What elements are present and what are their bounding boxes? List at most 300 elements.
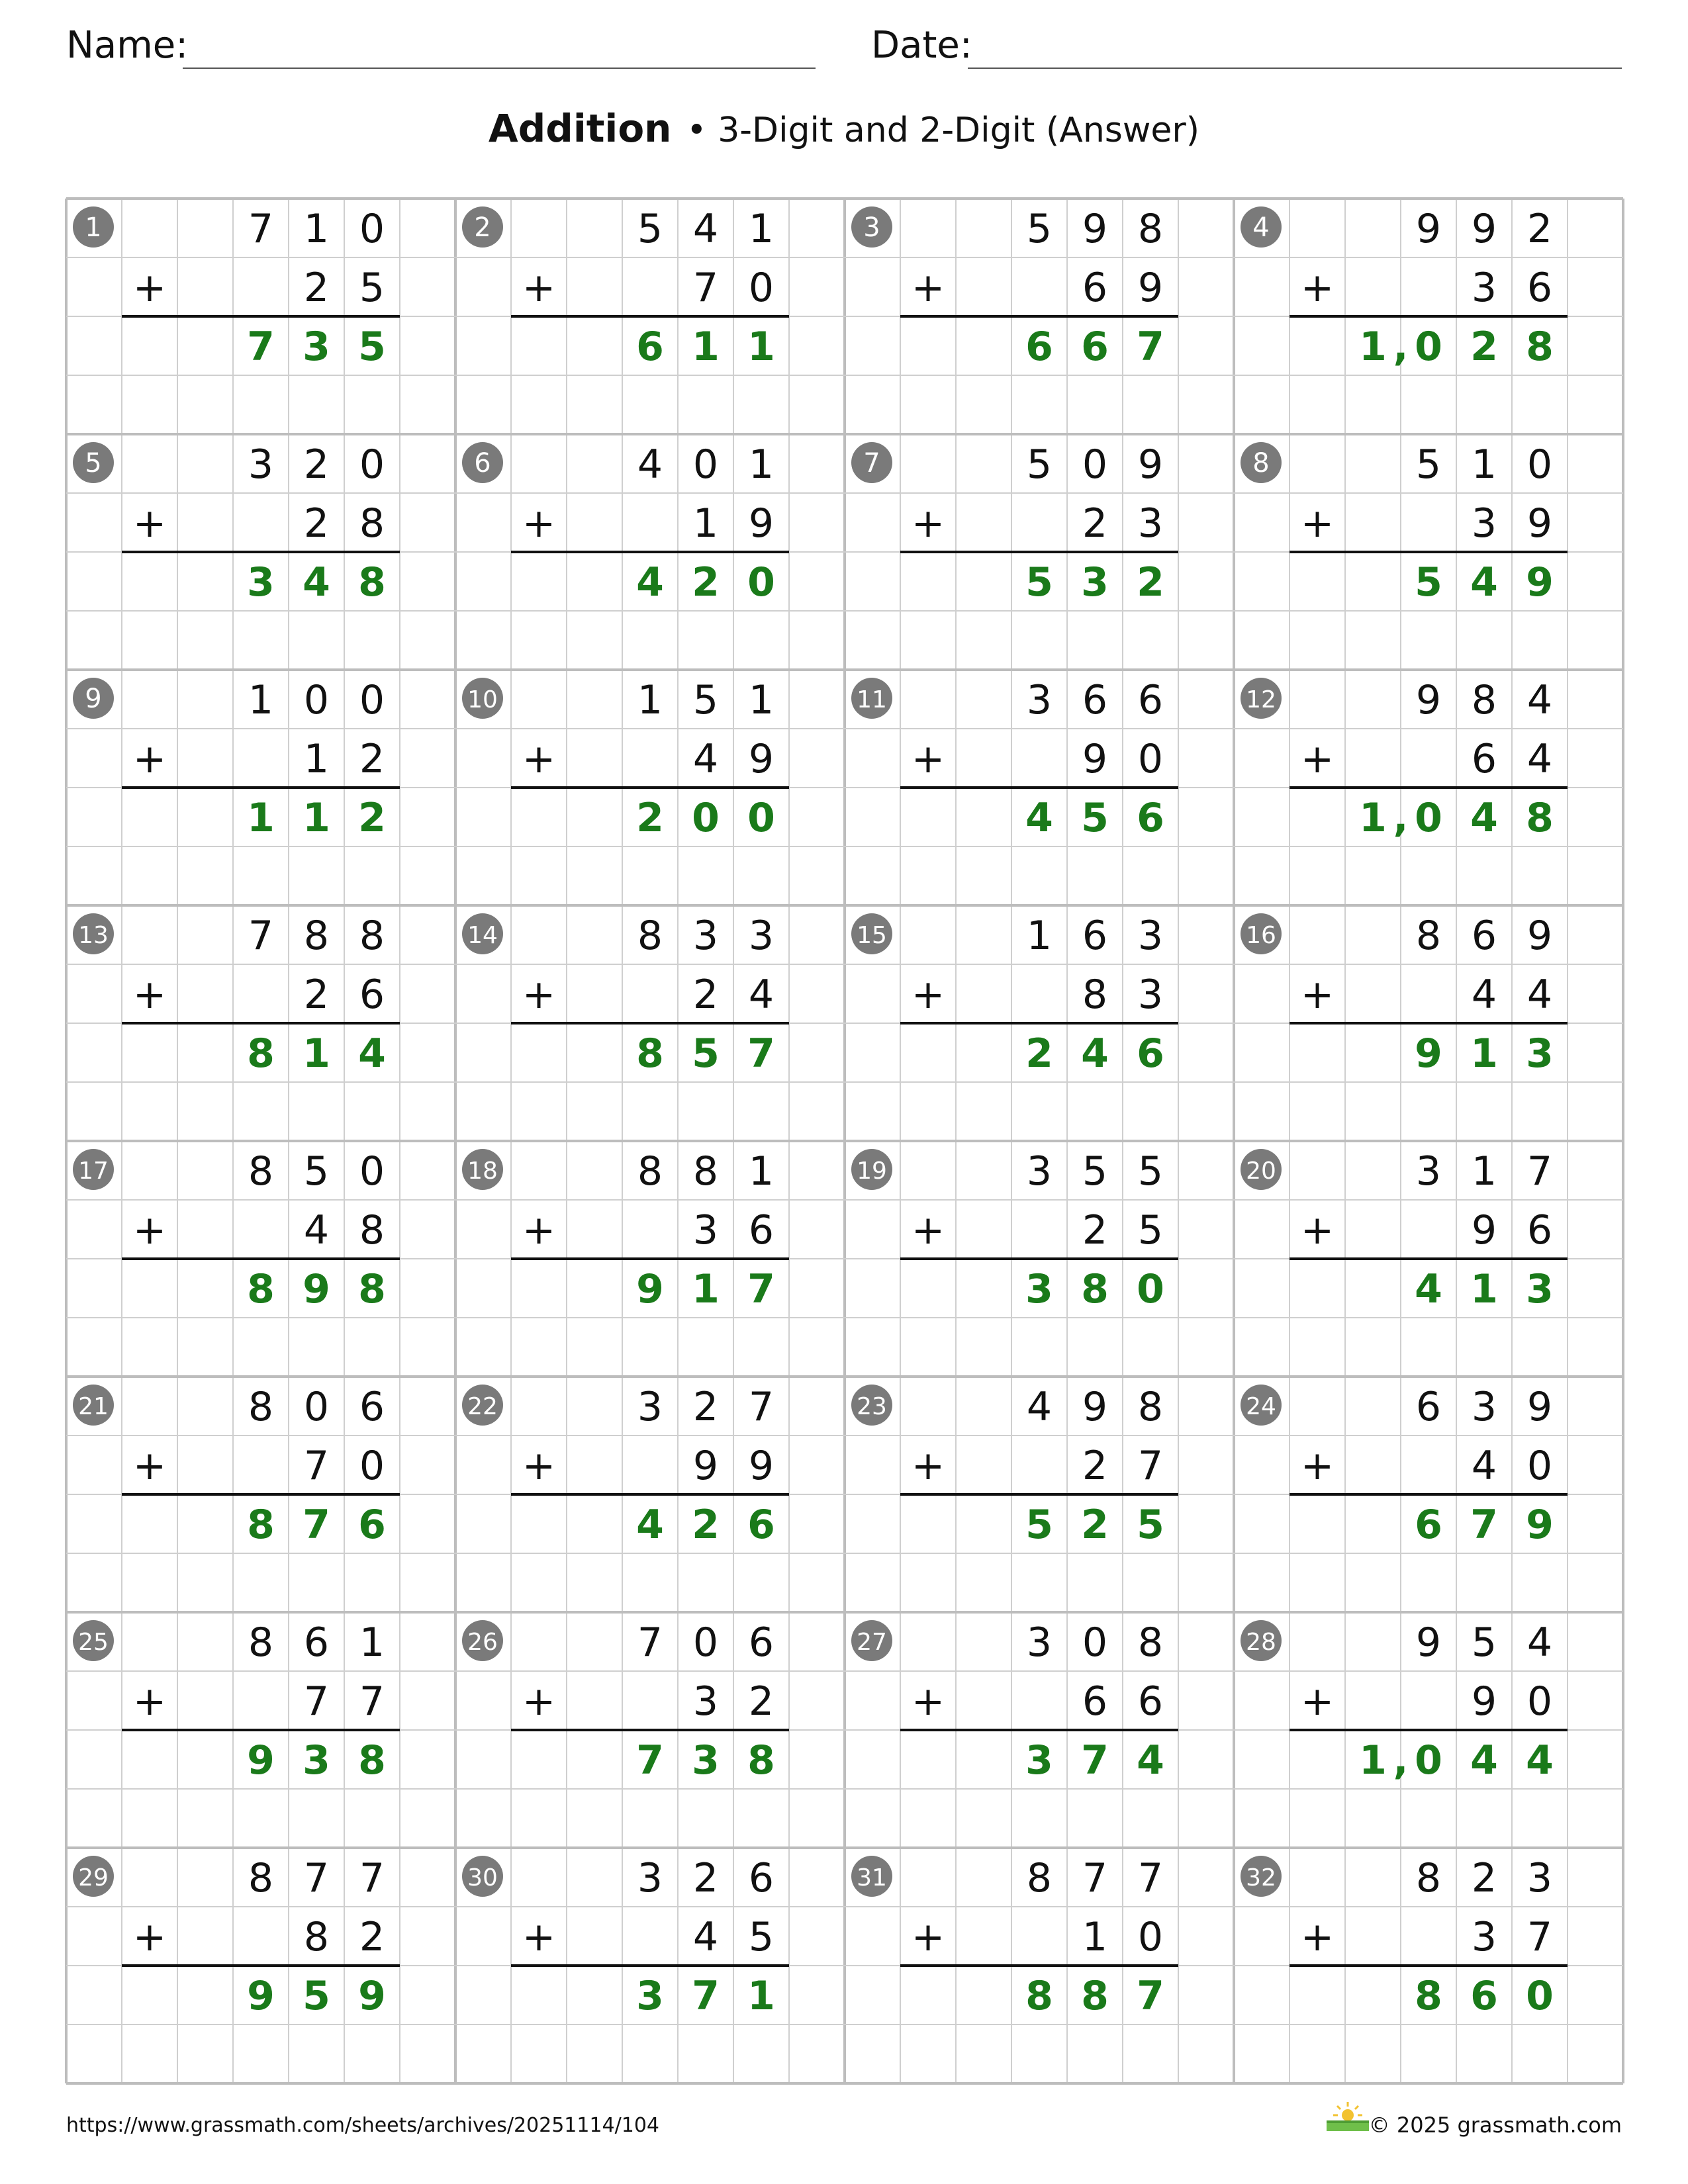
addend-bottom-digit: 0 [1526,1443,1553,1489]
answer-digit: 7 [636,1737,664,1784]
answer-digit: 8 [636,1030,664,1077]
answer-digit: 6 [1137,1030,1164,1077]
plus-sign: + [522,1678,556,1725]
problem-number: 32 [1246,1864,1276,1891]
problem-number: 22 [467,1393,498,1420]
addend-bottom-digit: 8 [1082,972,1108,1018]
addend-top-digit: 6 [1137,677,1164,723]
plus-sign: + [1300,972,1335,1018]
answer-digit: 7 [1137,324,1164,370]
plus-sign: + [132,500,167,547]
addend-top-digit: 7 [748,1384,774,1430]
plus-sign: + [522,500,556,547]
problem-number: 10 [467,686,498,713]
addend-bottom-digit: 6 [1526,1207,1553,1253]
addend-bottom-digit: 3 [692,1207,719,1253]
answer-digit: 7 [1137,1973,1164,2019]
answer-digit: 8 [247,1030,275,1077]
addend-bottom-digit: 9 [1471,1678,1497,1725]
answer-digit: 5 [1025,1502,1053,1548]
addend-bottom-digit: 9 [1526,500,1553,547]
addend-top-digit: 3 [637,1384,663,1430]
answer-digit: 5 [1415,559,1442,606]
addend-top-digit: 6 [1082,677,1108,723]
answer-digit: 4 [1470,1737,1498,1784]
addend-top-digit: 4 [1026,1384,1053,1430]
addend-bottom-digit: 1 [692,500,719,547]
problem-number: 15 [857,922,887,949]
problem-number: 28 [1246,1629,1276,1656]
problem-number: 8 [1252,448,1270,478]
addend-top-digit: 4 [1526,677,1553,723]
answer-digit: 5 [358,324,386,370]
answer-digit: 6 [636,324,664,370]
addend-bottom-digit: 7 [1526,1914,1553,1960]
addend-bottom-digit: 7 [1137,1443,1164,1489]
addend-bottom-digit: 0 [1526,1678,1553,1725]
addend-bottom-digit: 2 [359,1914,385,1960]
addend-top-digit: 3 [1026,1619,1053,1666]
answer-digit: 7 [747,1266,775,1312]
addend-top-digit: 3 [748,913,774,959]
addend-top-digit: 8 [248,1148,274,1195]
answer-digit: 5 [1081,795,1109,841]
answer-digit: 2 [692,559,720,606]
problem-number: 21 [78,1393,109,1420]
answer-digit: 1 [303,1030,330,1077]
addend-top-digit: 8 [1415,1855,1442,1901]
problem-number: 13 [78,922,109,949]
addend-top-digit: 3 [248,441,274,488]
problem-number: 29 [78,1864,109,1891]
addend-bottom-digit: 1 [303,736,330,782]
addend-top-digit: 2 [692,1855,719,1901]
addend-bottom-digit: 2 [303,500,330,547]
grid-lines [66,199,1623,2083]
answer-digit: 3 [1081,559,1109,606]
plus-sign: + [1300,1207,1335,1253]
addend-top-digit: 3 [692,913,719,959]
addend-top-digit: 8 [248,1384,274,1430]
addend-top-digit: 0 [303,677,330,723]
answer-digit: 9 [247,1737,275,1784]
addend-bottom-digit: 5 [1137,1207,1164,1253]
problem-number: 5 [85,448,102,478]
answer-digit: 4 [1470,795,1498,841]
addend-bottom-digit: 2 [359,736,385,782]
answer-digit: 9 [358,1973,386,2019]
plus-sign: + [522,1914,556,1960]
answer-digit: 1 [247,795,275,841]
addend-bottom-digit: 9 [692,1443,719,1489]
answer-digit: 0 [1415,324,1442,370]
plus-sign: + [1300,1914,1335,1960]
addend-bottom-digit: 1 [1082,1914,1108,1960]
answer-digit: 1 [692,324,720,370]
plus-sign: + [132,972,167,1018]
plus-sign: + [1300,500,1335,547]
addend-top-digit: 0 [359,677,385,723]
answer-digit: 3 [303,324,330,370]
addend-top-digit: 2 [692,1384,719,1430]
answer-digit: 2 [1081,1502,1109,1548]
answer-digit: 1 [1359,324,1387,370]
plus-sign: + [911,1207,945,1253]
plus-sign: + [1300,1443,1335,1489]
addend-bottom-digit: 7 [692,265,719,311]
answer-digit: 3 [1526,1030,1554,1077]
answer-digit: 5 [692,1030,720,1077]
addend-bottom-digit: 6 [1137,1678,1164,1725]
addend-top-digit: 5 [1026,206,1053,252]
addend-top-digit: 7 [637,1619,663,1666]
addend-bottom-digit: 5 [359,265,385,311]
addend-top-digit: 9 [1415,677,1442,723]
answer-digit: 6 [1415,1502,1442,1548]
plus-sign: + [132,1914,167,1960]
answer-digit: 9 [1526,1502,1554,1548]
addend-bottom-digit: 2 [748,1678,774,1725]
answer-digit: 8 [247,1266,275,1312]
plus-sign: + [522,972,556,1018]
answer-digit: 6 [1081,324,1109,370]
answer-digit: 6 [747,1502,775,1548]
addend-bottom-digit: 6 [748,1207,774,1253]
problem-number: 26 [467,1629,498,1656]
answer-digit: 3 [1025,1737,1053,1784]
problem-number: 30 [467,1864,498,1891]
addend-top-digit: 6 [1415,1384,1442,1430]
addend-top-digit: 3 [637,1855,663,1901]
addend-top-digit: 1 [359,1619,385,1666]
sun-over-grass-icon [1324,2099,1372,2132]
answer-digit: 0 [1415,1737,1442,1784]
addend-top-digit: 8 [248,1619,274,1666]
addend-top-digit: 3 [1526,1855,1553,1901]
addend-top-digit: 4 [692,206,719,252]
addend-bottom-digit: 4 [303,1207,330,1253]
problem-number: 25 [78,1629,109,1656]
addend-top-digit: 5 [1137,1148,1164,1195]
title-main: Addition [488,106,672,151]
addend-top-digit: 9 [1415,1619,1442,1666]
addend-bottom-digit: 4 [1526,736,1553,782]
answer-digit: 9 [636,1266,664,1312]
addend-bottom-digit: 4 [748,972,774,1018]
plus-sign: + [911,265,945,311]
answer-digit: 7 [747,1030,775,1077]
addend-bottom-digit: 2 [303,265,330,311]
answer-digit: 4 [303,559,330,606]
addend-bottom-digit: 3 [1471,500,1497,547]
addend-top-digit: 0 [359,1148,385,1195]
answer-digit: 1 [747,324,775,370]
addend-bottom-digit: 9 [1082,736,1108,782]
answer-digit: 1 [1359,1737,1387,1784]
addend-top-digit: 9 [1415,206,1442,252]
plus-sign: + [911,1914,945,1960]
addend-top-digit: 1 [1471,441,1497,488]
addend-bottom-digit: 0 [1137,1914,1164,1960]
answer-digit: 2 [692,1502,720,1548]
addend-bottom-digit: 4 [692,736,719,782]
plus-sign: + [522,736,556,782]
answer-comma: , [1393,1737,1409,1784]
addend-top-digit: 8 [637,913,663,959]
problem-number: 19 [857,1158,887,1185]
addend-top-digit: 7 [303,1855,330,1901]
problem-number: 4 [1252,212,1270,243]
answer-digit: 9 [247,1973,275,2019]
answer-digit: 9 [1526,559,1554,606]
answer-digit: 4 [1470,559,1498,606]
answer-digit: 3 [1025,1266,1053,1312]
problem-number: 2 [474,212,491,243]
addend-bottom-digit: 6 [359,972,385,1018]
answer-digit: 5 [303,1973,330,2019]
addend-bottom-digit: 3 [1137,972,1164,1018]
addend-bottom-digit: 2 [303,972,330,1018]
answer-digit: 3 [1526,1266,1554,1312]
plus-sign: + [132,1443,167,1489]
answer-digit: 3 [636,1973,664,2019]
addend-bottom-digit: 3 [692,1678,719,1725]
plus-sign: + [522,265,556,311]
answer-digit: 4 [1137,1737,1164,1784]
problem-number: 17 [78,1158,109,1185]
answer-digit: 4 [1025,795,1053,841]
addend-top-digit: 1 [248,677,274,723]
addend-top-digit: 9 [1471,206,1497,252]
plus-sign: + [911,1443,945,1489]
answer-digit: 8 [1081,1266,1109,1312]
answer-digit: 8 [247,1502,275,1548]
addend-top-digit: 8 [248,1855,274,1901]
problem-number: 27 [857,1629,887,1656]
answer-digit: 4 [1526,1737,1554,1784]
addend-top-digit: 6 [359,1384,385,1430]
plus-sign: + [1300,736,1335,782]
answer-digit: 0 [1415,795,1442,841]
problem-number: 16 [1246,922,1276,949]
addend-bottom-digit: 9 [748,1443,774,1489]
answer-digit: 8 [1526,324,1554,370]
problem-number: 11 [857,686,887,713]
addend-bottom-digit: 7 [303,1678,330,1725]
plus-sign: + [911,1678,945,1725]
addend-top-digit: 3 [1415,1148,1442,1195]
plus-sign: + [132,265,167,311]
plus-sign: + [911,736,945,782]
plus-sign: + [132,1678,167,1725]
answer-digit: 2 [636,795,664,841]
problem-number: 24 [1246,1393,1276,1420]
plus-sign: + [1300,265,1335,311]
addend-bottom-digit: 2 [1082,1443,1108,1489]
answer-digit: 8 [358,1737,386,1784]
addend-top-digit: 0 [1526,441,1553,488]
addend-top-digit: 8 [1137,1384,1164,1430]
answer-digit: 8 [747,1737,775,1784]
addend-top-digit: 5 [637,206,663,252]
addend-top-digit: 8 [303,913,330,959]
addend-top-digit: 7 [248,206,274,252]
addend-top-digit: 9 [1137,441,1164,488]
addend-top-digit: 7 [248,913,274,959]
addend-top-digit: 4 [637,441,663,488]
addend-top-digit: 0 [1082,1619,1108,1666]
addend-top-digit: 0 [359,441,385,488]
answer-digit: 0 [747,795,775,841]
addend-bottom-digit: 6 [1526,265,1553,311]
plus-sign: + [132,1207,167,1253]
addend-top-digit: 8 [1471,677,1497,723]
addend-top-digit: 1 [748,206,774,252]
addend-top-digit: 0 [303,1384,330,1430]
problem-number: 9 [85,684,102,714]
addend-top-digit: 1 [1471,1148,1497,1195]
addend-top-digit: 9 [1526,1384,1553,1430]
name-label: Name: [66,24,189,67]
addend-top-digit: 9 [1526,913,1553,959]
answer-digit: 5 [1137,1502,1164,1548]
addend-bottom-digit: 4 [692,1914,719,1960]
addend-bottom-digit: 3 [1471,1914,1497,1960]
addend-top-digit: 7 [1082,1855,1108,1901]
addend-bottom-digit: 0 [359,1443,385,1489]
plus-sign: + [132,736,167,782]
addend-top-digit: 8 [637,1148,663,1195]
addend-bottom-digit: 8 [359,1207,385,1253]
addend-bottom-digit: 9 [748,736,774,782]
addend-bottom-digit: 7 [359,1678,385,1725]
addend-top-digit: 6 [1082,913,1108,959]
answer-digit: 3 [692,1737,720,1784]
answer-digit: 0 [1137,1266,1164,1312]
answer-digit: 1 [1470,1030,1498,1077]
answer-digit: 1 [747,1973,775,2019]
footer-copyright: © 2025 grassmath.com [1368,2113,1622,2138]
addend-bottom-digit: 2 [692,972,719,1018]
addend-top-digit: 6 [748,1855,774,1901]
answer-digit: 0 [747,559,775,606]
problem-number: 14 [467,922,498,949]
addend-bottom-digit: 2 [1082,500,1108,547]
answer-digit: 7 [1081,1737,1109,1784]
answer-digit: 1 [692,1266,720,1312]
answer-digit: 8 [1081,1973,1109,2019]
addend-top-digit: 5 [303,1148,330,1195]
plus-sign: + [522,1207,556,1253]
addend-bottom-digit: 8 [303,1914,330,1960]
addend-top-digit: 7 [1137,1855,1164,1901]
addend-top-digit: 3 [1471,1384,1497,1430]
addend-top-digit: 8 [692,1148,719,1195]
addend-top-digit: 2 [303,441,330,488]
answer-digit: 6 [358,1502,386,1548]
answer-digit: 0 [1526,1973,1554,2019]
plus-sign: + [522,1443,556,1489]
problem-number: 18 [467,1158,498,1185]
date-label: Date: [871,24,972,67]
addend-top-digit: 9 [1082,1384,1108,1430]
problem-number: 3 [863,212,880,243]
addend-top-digit: 7 [1526,1148,1553,1195]
problems-layer [73,206,1568,2019]
addend-bottom-digit: 3 [1137,500,1164,547]
addend-bottom-digit: 6 [1471,736,1497,782]
addend-top-digit: 5 [1471,1619,1497,1666]
addend-top-digit: 1 [1026,913,1053,959]
addend-top-digit: 8 [359,913,385,959]
addend-bottom-digit: 6 [1082,265,1108,311]
problem-number: 31 [857,1864,887,1891]
plus-sign: + [1300,1678,1335,1725]
addend-bottom-digit: 5 [748,1914,774,1960]
addend-bottom-digit: 9 [748,500,774,547]
addend-top-digit: 6 [303,1619,330,1666]
addend-top-digit: 5 [1082,1148,1108,1195]
answer-digit: 4 [358,1030,386,1077]
addend-bottom-digit: 0 [748,265,774,311]
footer-url[interactable]: https://www.grassmath.com/sheets/archives/20251114/104 [66,2114,660,2137]
addend-top-digit: 5 [692,677,719,723]
addend-bottom-digit: 4 [1526,972,1553,1018]
addend-top-digit: 0 [692,441,719,488]
addend-top-digit: 8 [1137,206,1164,252]
addend-top-digit: 8 [1026,1855,1053,1901]
answer-digit: 4 [636,1502,664,1548]
answer-digit: 9 [303,1266,330,1312]
addend-bottom-digit: 7 [303,1443,330,1489]
answer-digit: 5 [1025,559,1053,606]
addend-top-digit: 1 [303,206,330,252]
answer-digit: 7 [303,1502,330,1548]
addend-bottom-digit: 4 [1471,972,1497,1018]
addend-top-digit: 1 [748,441,774,488]
answer-digit: 3 [247,559,275,606]
answer-digit: 7 [692,1973,720,2019]
answer-digit: 2 [1025,1030,1053,1077]
answer-digit: 6 [1025,324,1053,370]
addend-top-digit: 8 [1415,913,1442,959]
answer-digit: 3 [303,1737,330,1784]
addend-bottom-digit: 3 [1471,265,1497,311]
answer-comma: , [1393,795,1409,841]
answer-comma: , [1393,324,1409,370]
answer-digit: 7 [247,324,275,370]
addend-top-digit: 3 [1026,677,1053,723]
addend-top-digit: 3 [1026,1148,1053,1195]
addend-top-digit: 5 [1415,441,1442,488]
addend-top-digit: 6 [748,1619,774,1666]
addend-bottom-digit: 0 [1137,736,1164,782]
answer-digit: 1 [1470,1266,1498,1312]
answer-digit: 6 [1470,1973,1498,2019]
addend-bottom-digit: 9 [1471,1207,1497,1253]
addend-bottom-digit: 9 [1137,265,1164,311]
title-subtitle: • 3-Digit and 2-Digit (Answer) [686,111,1200,150]
addend-bottom-digit: 8 [359,500,385,547]
answer-digit: 8 [1415,1973,1442,2019]
answer-digit: 1 [1359,795,1387,841]
addend-top-digit: 7 [359,1855,385,1901]
addend-top-digit: 1 [748,1148,774,1195]
answer-digit: 4 [636,559,664,606]
answer-digit: 2 [1137,559,1164,606]
answer-digit: 2 [358,795,386,841]
answer-digit: 8 [358,559,386,606]
